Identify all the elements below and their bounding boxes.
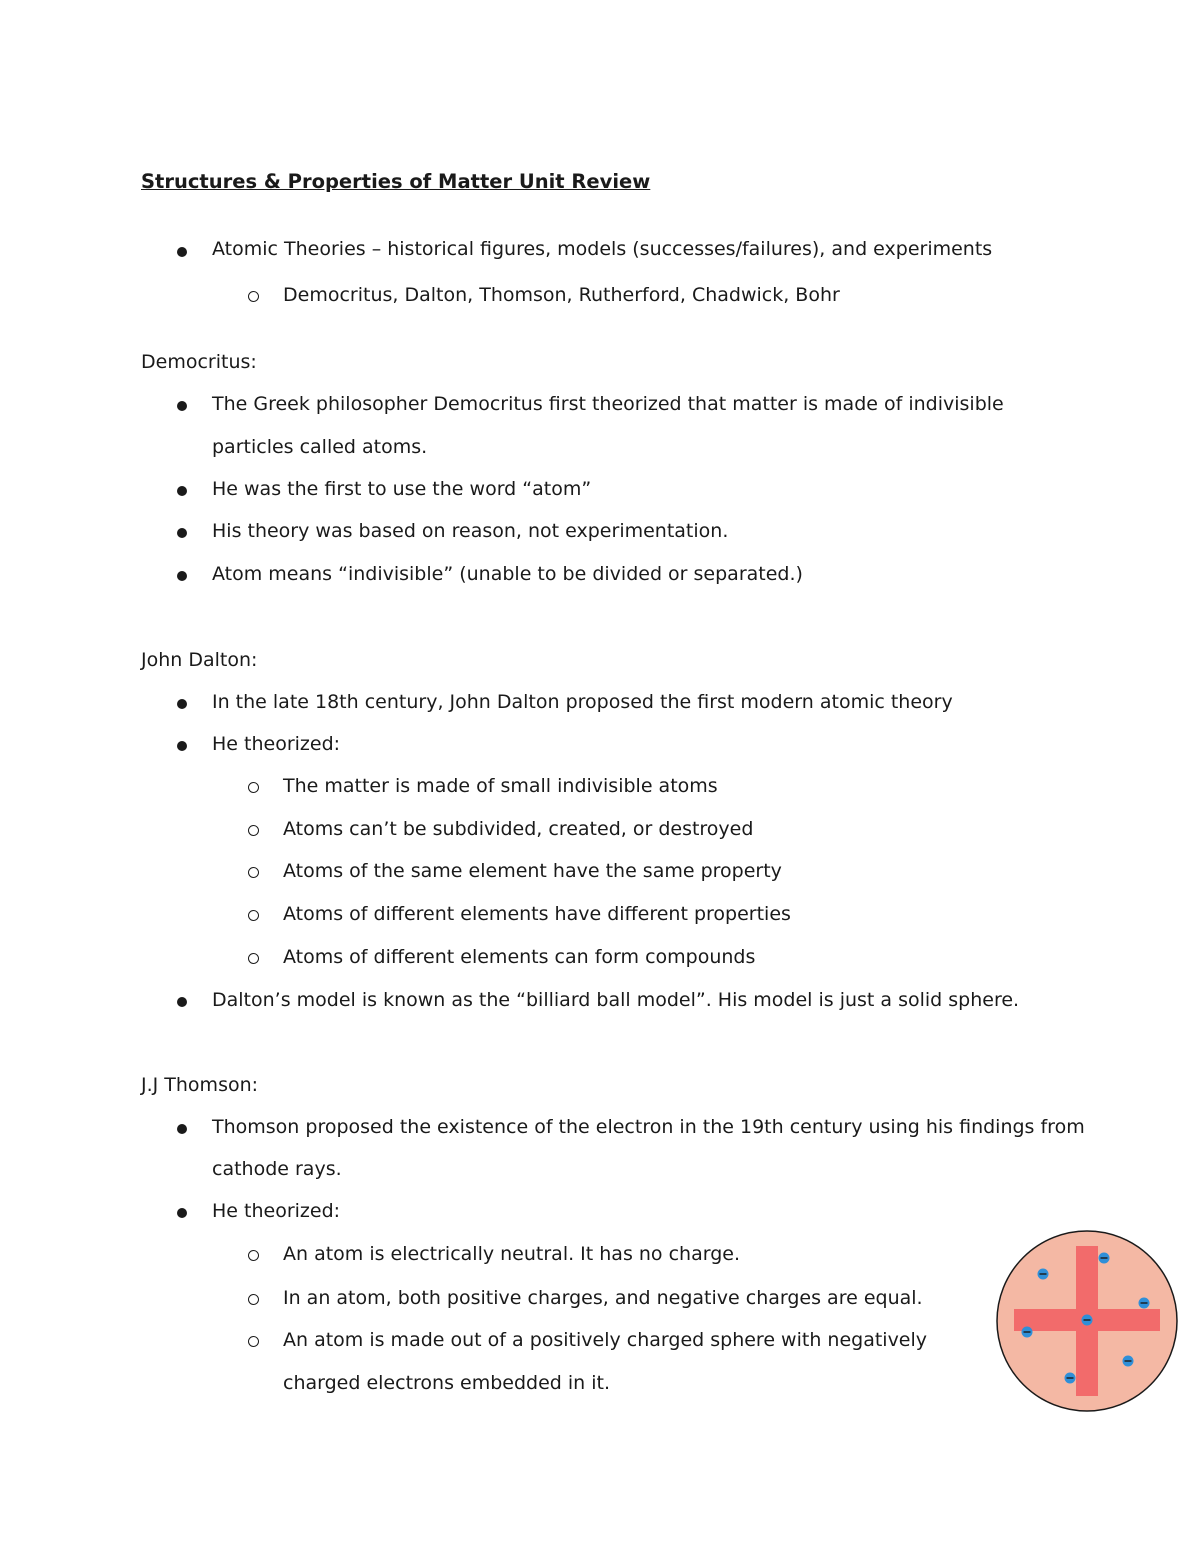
sub-bullet-icon [248, 825, 259, 836]
sub-bullet-icon [248, 1294, 259, 1305]
sub-list-item: The matter is made of small indivisible atoms [283, 775, 718, 797]
list-item: Dalton’s model is known as the “billiard ball model”. His model is just a solid sphere. [212, 989, 1020, 1011]
bullet-icon [177, 997, 187, 1007]
plum-pudding-model-diagram [994, 1228, 1180, 1414]
sub-list-item: In an atom, both positive charges, and negative charges are equal. [283, 1287, 923, 1309]
list-item: His theory was based on reason, not experimentation. [212, 520, 729, 542]
bullet-icon [177, 741, 187, 751]
sub-list-item-continuation: charged electrons embedded in it. [283, 1372, 610, 1394]
sub-bullet-icon [248, 953, 259, 964]
sub-bullet-icon [248, 1336, 259, 1347]
sub-list-item: An atom is made out of a positively charged sphere with negatively [283, 1329, 928, 1351]
sub-list-item: An atom is electrically neutral. It has no charge. [283, 1243, 740, 1265]
bullet-icon [177, 486, 187, 496]
list-item: He theorized: [212, 1200, 341, 1222]
list-item: Atom means “indivisible” (unable to be divided or separated.) [212, 563, 803, 585]
sub-list-item: Atoms of different elements have different properties [283, 903, 791, 925]
sub-bullet-icon [248, 291, 259, 302]
thomson-heading: J.J Thomson: [141, 1074, 259, 1096]
list-item: In the late 18th century, John Dalton proposed the first modern atomic theory [212, 691, 953, 713]
sub-bullet-icon [248, 867, 259, 878]
sub-bullet-icon [248, 782, 259, 793]
list-item: Thomson proposed the existence of the electron in the 19th century using his findings from [212, 1116, 1085, 1138]
sub-bullet-icon [248, 1250, 259, 1261]
sub-bullet-icon [248, 910, 259, 921]
page-title: Structures & Properties of Matter Unit Review [141, 170, 651, 193]
sub-list-item: Atoms of the same element have the same property [283, 860, 782, 882]
list-item: The Greek philosopher Democritus first theorized that matter is made of indivisible [212, 393, 1004, 415]
list-item-continuation: particles called atoms. [212, 436, 428, 458]
bullet-icon [177, 1124, 187, 1134]
dalton-heading: John Dalton: [141, 649, 258, 671]
bullet-icon [177, 528, 187, 538]
sub-list-item: Atoms of different elements can form compounds [283, 946, 756, 968]
intro-bullet: Atomic Theories – historical figures, models (successes/failures), and experiments [212, 238, 993, 260]
list-item: He theorized: [212, 733, 341, 755]
intro-sub-bullet: Democritus, Dalton, Thomson, Rutherford, Chadwick, Bohr [283, 284, 840, 306]
bullet-icon [177, 1208, 187, 1218]
bullet-icon [177, 699, 187, 709]
bullet-icon [177, 401, 187, 411]
list-item-continuation: cathode rays. [212, 1158, 342, 1180]
list-item: He was the first to use the word “atom” [212, 478, 592, 500]
democritus-heading: Democritus: [141, 351, 257, 373]
sub-list-item: Atoms can’t be subdivided, created, or destroyed [283, 818, 754, 840]
bullet-icon [177, 571, 187, 581]
bullet-icon [177, 247, 187, 257]
